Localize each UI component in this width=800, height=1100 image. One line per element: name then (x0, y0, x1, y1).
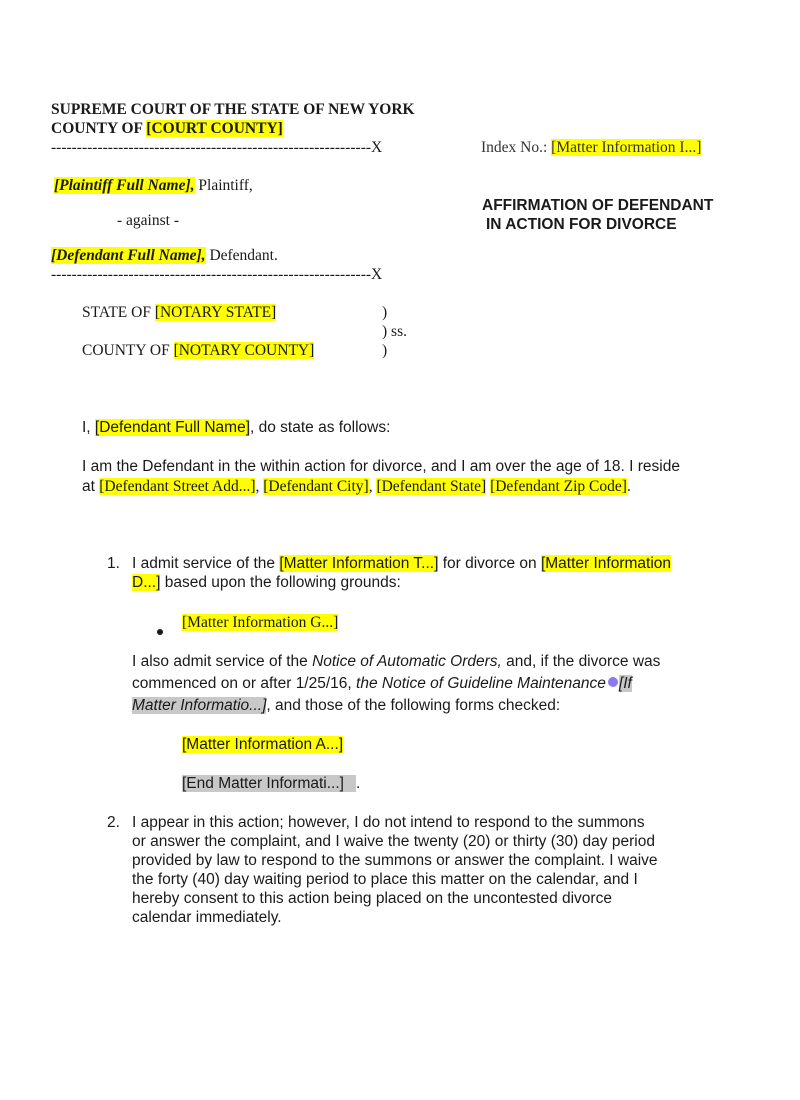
forms-line (182, 735, 343, 755)
item-2-line-4: the forty (40) day waiting period to place this matter on the calendar, and I (132, 871, 638, 888)
matter-type-field[interactable]: [Matter Information T...] (279, 555, 439, 572)
residence-end: . (626, 478, 631, 495)
grounds-bullet (157, 621, 163, 641)
index-number-line (481, 138, 701, 158)
matter-date-field-part-2[interactable]: D...] (132, 574, 161, 591)
notary-state-field[interactable]: [NOTARY STATE] (154, 304, 277, 321)
document-title-line-1: AFFIRMATION OF DEFENDANT (482, 197, 714, 214)
venue-ss: ) ss. (382, 323, 407, 340)
document-title-line-2: IN ACTION FOR DIVORCE (486, 216, 677, 233)
intro-prefix: I, (82, 419, 95, 436)
item-1-line-1 (132, 554, 671, 574)
court-county-prefix: COUNTY OF (51, 120, 147, 137)
defendant-state-field[interactable]: [Defendant State] (376, 478, 487, 495)
notice-text-d: , and those of the following forms checked: (266, 697, 561, 714)
notice-guideline-maintenance: the Notice of Guideline Maintenance (356, 675, 606, 692)
residence-line-1: I am the Defendant in the within action for divorce, and I am over the age of 18. I reside (82, 458, 680, 475)
defendant-label: Defendant. (205, 247, 278, 264)
court-name: SUPREME COURT OF THE STATE OF NEW YORK (51, 101, 415, 118)
if-matter-field-part-1[interactable]: [If (618, 675, 632, 692)
notice-line-1 (132, 652, 660, 672)
venue-paren-3: ) (382, 342, 388, 359)
item-2-number: 2. (107, 814, 120, 831)
end-matter-period: . (355, 775, 361, 792)
venue-state-prefix: STATE OF (82, 304, 155, 321)
item-2-line-2: or answer the complaint, and I waive the twenty (20) or thirty (30) day period (132, 833, 655, 850)
venue-county-line (82, 341, 314, 361)
intro-suffix: , do state as follows: (250, 419, 391, 436)
item-1-line-2 (132, 573, 401, 593)
residence-sep-2: , (368, 478, 377, 495)
defendant-name-field[interactable]: [Defendant Full Name], (51, 247, 206, 264)
notice-text-b: and, if the divorce was (501, 653, 661, 670)
venue-state-line (82, 303, 276, 323)
notary-county-field[interactable]: [NOTARY COUNTY] (173, 342, 315, 359)
notice-line-2 (132, 674, 632, 694)
matter-grounds-field[interactable]: [Matter Information G...] (182, 614, 339, 631)
item-1-text-a: I admit service of the (132, 555, 280, 572)
court-county-field[interactable]: [COURT COUNTY] (146, 120, 283, 137)
residence-sep-1: , (255, 478, 264, 495)
caption-divider-bottom: --------------------------------------------------------------X (51, 266, 383, 283)
intro-line (82, 418, 390, 438)
against-text: - against - (117, 212, 179, 229)
court-county-line (51, 119, 283, 139)
residence-at: at (82, 478, 100, 495)
defendant-city-field[interactable]: [Defendant City] (263, 478, 369, 495)
if-matter-field-part-2[interactable]: Matter Informatio...] (132, 697, 267, 714)
index-label: Index No.: (481, 139, 552, 156)
index-number-field[interactable]: [Matter Information I...] (551, 139, 702, 156)
matter-forms-field[interactable]: [Matter Information A...] (182, 736, 344, 753)
intro-defendant-name-field[interactable]: [Defendant Full Name] (94, 419, 250, 436)
residence-line-2 (82, 477, 631, 497)
end-matter-line (182, 774, 360, 794)
item-1-text-b: for divorce on (438, 555, 541, 572)
plaintiff-name-field[interactable]: [Plaintiff Full Name], (54, 177, 195, 194)
item-2-line-6: calendar immediately. (132, 909, 282, 926)
end-matter-field[interactable]: [End Matter Informati...] (182, 775, 356, 792)
notice-automatic-orders: Notice of Automatic Orders, (312, 653, 502, 670)
plaintiff-line (54, 176, 253, 196)
matter-date-field-part-1[interactable]: [Matter Information (540, 555, 672, 572)
notice-line-3 (132, 696, 560, 716)
item-2-line-1: I appear in this action; however, I do not intend to respond to the summons (132, 814, 645, 831)
notice-text-a: I also admit service of the (132, 653, 313, 670)
venue-county-prefix: COUNTY OF (82, 342, 174, 359)
caption-divider-top: --------------------------------------------------------------X (51, 139, 383, 156)
defendant-street-field[interactable]: [Defendant Street Add...] (99, 478, 256, 495)
plaintiff-label: Plaintiff, (194, 177, 253, 194)
defendant-zip-field[interactable]: [Defendant Zip Code] (490, 478, 627, 495)
item-2-line-3: provided by law to respond to the summons or answer the complaint. I waive (132, 852, 658, 869)
cursor-dot-icon (608, 677, 618, 687)
item-1-number: 1. (107, 555, 120, 572)
defendant-line (51, 246, 278, 266)
item-1-text-c: based upon the following grounds: (160, 574, 401, 591)
item-2-line-5: hereby consent to this action being placed on the uncontested divorce (132, 890, 612, 907)
venue-paren-1: ) (382, 304, 388, 321)
bullet-icon (157, 629, 163, 635)
notice-text-c: commenced on or after 1/25/16, (132, 675, 357, 692)
grounds-line (182, 613, 338, 633)
